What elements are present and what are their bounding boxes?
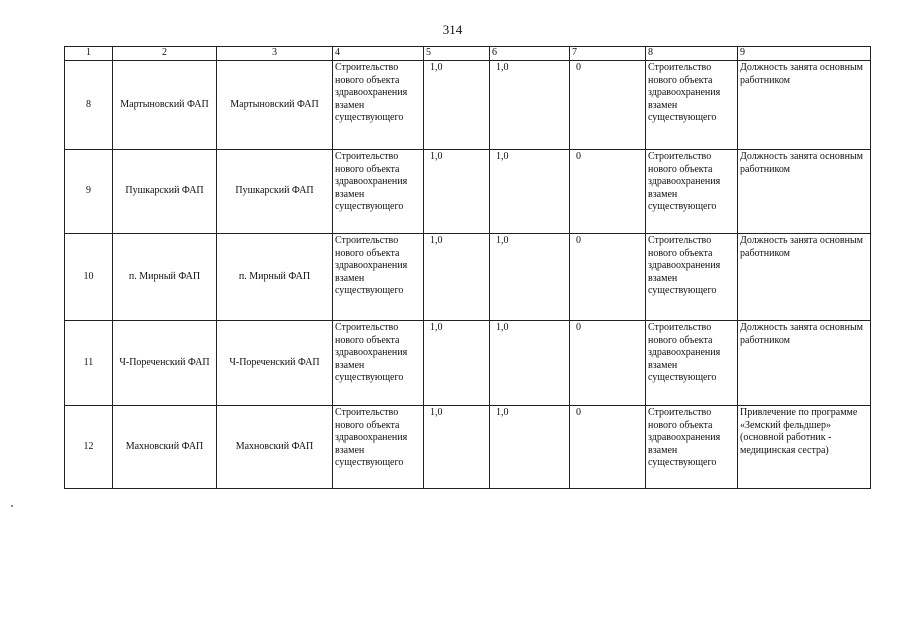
value-cell: 1,0 — [424, 406, 490, 489]
value-cell: 1,0 — [424, 234, 490, 321]
row-number: 10 — [65, 234, 113, 321]
facility-name: Махновский ФАП — [113, 406, 217, 489]
table-row — [65, 406, 871, 489]
column-header: 2 — [113, 47, 217, 61]
table-header-row — [65, 47, 871, 61]
page-number: 314 — [442, 22, 463, 37]
measure-cell: Строительство нового объекта здравоохранения взамен существующего — [333, 150, 424, 234]
measure-cell: Строительство нового объекта здравоохранения взамен существующего — [646, 234, 738, 321]
measure-cell: Строительство нового объекта здравоохранения взамен существующего — [646, 150, 738, 234]
column-header: 7 — [570, 47, 646, 61]
value-cell: 1,0 — [424, 150, 490, 234]
value-cell: 1,0 — [490, 61, 570, 150]
value-cell: 0 — [570, 150, 646, 234]
column-header: 1 — [65, 47, 113, 61]
value-cell: 0 — [570, 321, 646, 406]
value-cell: 1,0 — [490, 406, 570, 489]
facility-unit: Махновский ФАП — [217, 406, 333, 489]
staffing-cell: Должность занята основным работником — [738, 61, 871, 150]
staffing-cell: Привлечение по программе «Земский фельдшер» (основной работник - медицинская сестра) — [738, 406, 871, 489]
measure-cell: Строительство нового объекта здравоохранения взамен существующего — [646, 321, 738, 406]
value-cell: 1,0 — [490, 150, 570, 234]
facility-unit: Мартыновский ФАП — [217, 61, 333, 150]
facility-unit: Ч-Пореченский ФАП — [217, 321, 333, 406]
facility-unit: Пушкарский ФАП — [217, 150, 333, 234]
value-cell: 0 — [570, 234, 646, 321]
measure-cell: Строительство нового объекта здравоохранения взамен существующего — [333, 406, 424, 489]
value-cell: 1,0 — [424, 321, 490, 406]
column-header: 5 — [424, 47, 490, 61]
column-header: 4 — [333, 47, 424, 61]
value-cell: 0 — [570, 406, 646, 489]
column-header: 9 — [738, 47, 871, 61]
column-header: 6 — [490, 47, 570, 61]
measure-cell: Строительство нового объекта здравоохранения взамен существующего — [333, 234, 424, 321]
facility-name: Мартыновский ФАП — [113, 61, 217, 150]
measure-cell: Строительство нового объекта здравоохранения взамен существующего — [333, 321, 424, 406]
facilities-table — [64, 46, 871, 489]
column-header: 3 — [217, 47, 333, 61]
measure-cell: Строительство нового объекта здравоохранения взамен существующего — [646, 406, 738, 489]
scan-speck — [11, 505, 13, 507]
table-row — [65, 150, 871, 234]
facility-name: Ч-Пореченский ФАП — [113, 321, 217, 406]
table-row — [65, 61, 871, 150]
value-cell: 1,0 — [424, 61, 490, 150]
value-cell: 1,0 — [490, 234, 570, 321]
staffing-cell: Должность занята основным работником — [738, 150, 871, 234]
row-number: 12 — [65, 406, 113, 489]
staffing-cell: Должность занята основным работником — [738, 234, 871, 321]
facility-name: п. Мирный ФАП — [113, 234, 217, 321]
table-row — [65, 321, 871, 406]
value-cell: 0 — [570, 61, 646, 150]
staffing-cell: Должность занята основным работником — [738, 321, 871, 406]
measure-cell: Строительство нового объекта здравоохранения взамен существующего — [333, 61, 424, 150]
column-header: 8 — [646, 47, 738, 61]
row-number: 8 — [65, 61, 113, 150]
row-number: 9 — [65, 150, 113, 234]
value-cell: 1,0 — [490, 321, 570, 406]
measure-cell: Строительство нового объекта здравоохранения взамен существующего — [646, 61, 738, 150]
table-row — [65, 234, 871, 321]
facility-name: Пушкарский ФАП — [113, 150, 217, 234]
facility-unit: п. Мирный ФАП — [217, 234, 333, 321]
row-number: 11 — [65, 321, 113, 406]
